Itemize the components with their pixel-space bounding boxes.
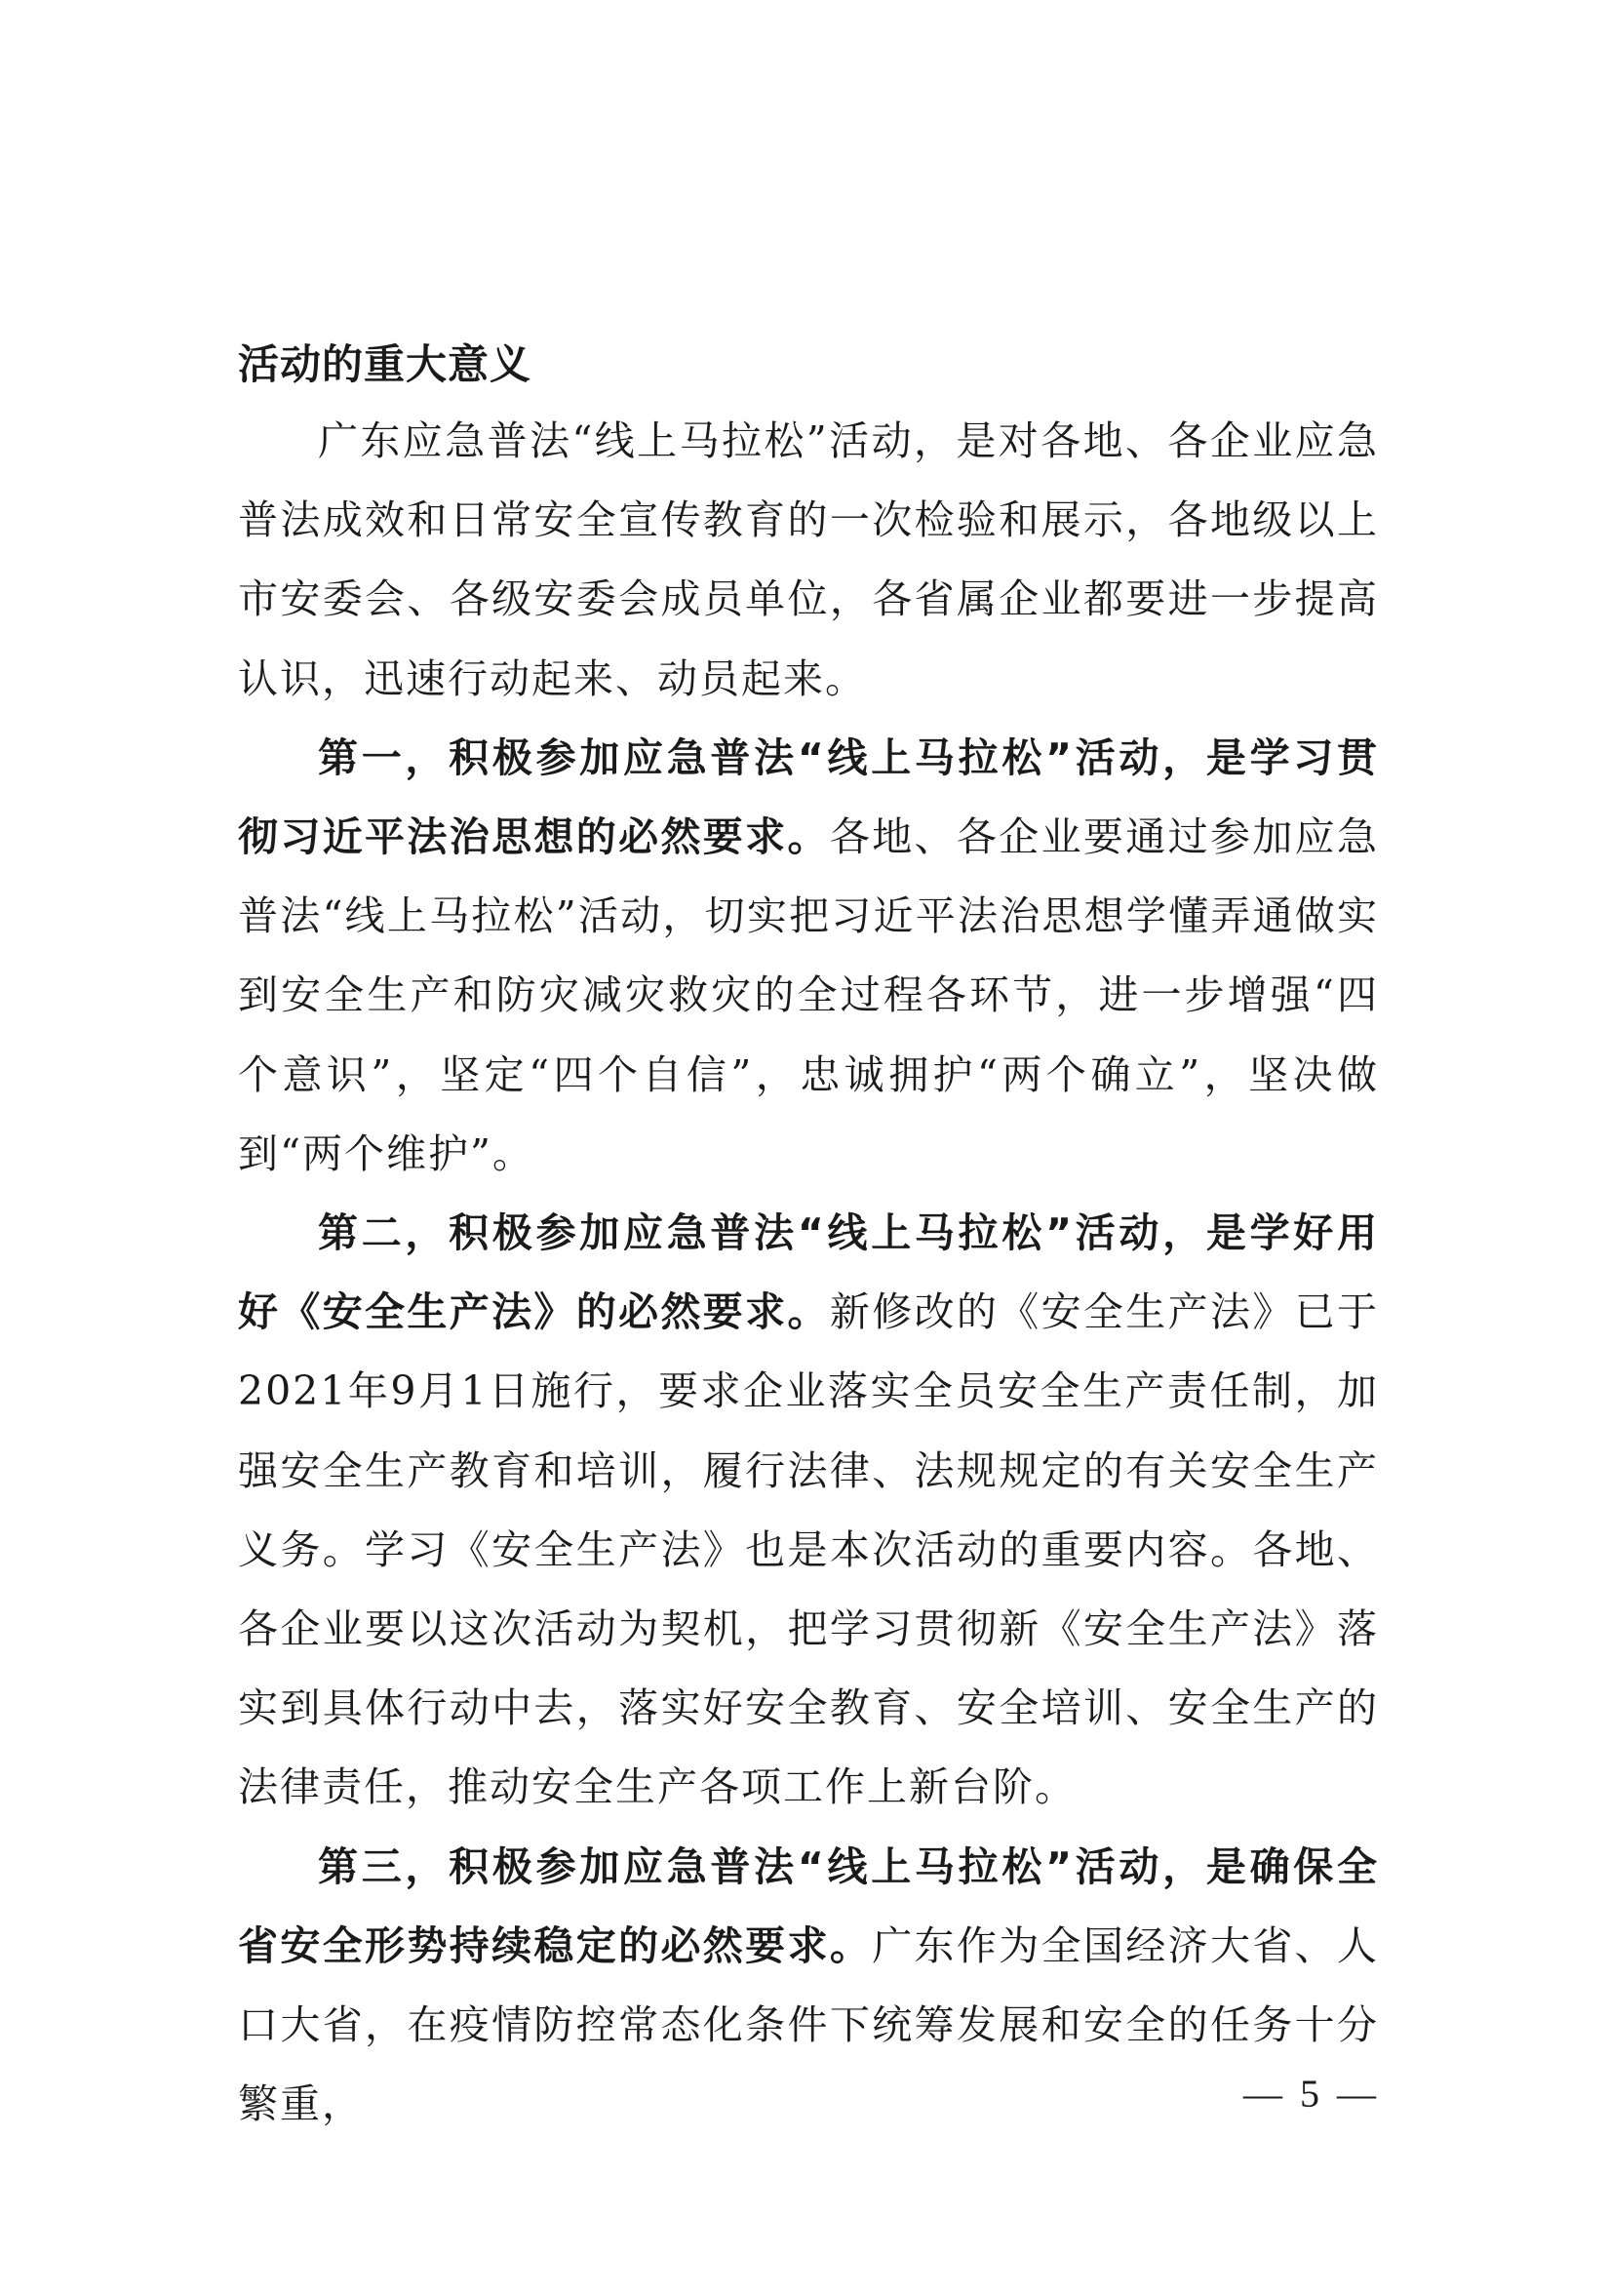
paragraph-3-text: 新修改的《安全生产法》已于2021年9月1日施行，要求企业落实全员安全生产责任制，加强安全生产教育和培训，履行法律、法规规定的有关安全生产义务。学习《安全生产法》也是本次活动的重要内容。各地、各企业要以这次活动为契机，把学习贯彻新《安全生产法》落实到具体行动中去，落实好安全教育、安全培训、安全生产的法律责任，推动安全生产各项工作上新台阶。 [238, 1288, 1380, 1811]
paragraph-1-text: 广东应急普法“线上马拉松”活动，是对各地、各企业应急普法成效和日常安全宣传教育的一次检验和展示，各地级以上市安委会、各级安委会成员单位，各省属企业都要进一步提高认识，迅速行动起来、动员起来。 [238, 417, 1379, 702]
paragraph-3 [238, 1194, 1379, 1828]
paragraph-4-text: 广东作为全国经济大省、人口大省，在疫情防控常态化条件下统筹发展和安全的任务十分繁重， [238, 1921, 1380, 2128]
paragraph-2-text: 各地、各企业要通过参加应急普法“线上马拉松”活动，切实把习近平法治思想学懂弄通做实到安全生产和防灾减灾救灾的全过程各环节，进一步增强“四个意识”，坚定“四个自信”，忠诚拥护“两个确立”，坚决做到“两个维护”。 [238, 813, 1380, 1177]
paragraph-2 [238, 719, 1379, 1194]
page-number: — 5 — [1243, 2072, 1380, 2116]
paragraph-4 [238, 1828, 1379, 2145]
paragraph-1 [238, 402, 1379, 719]
body-text [238, 402, 1379, 2144]
paragraph-3-lead: 第二，积极参加应急普法“线上马拉松”活动，是学好用好《安全生产法》的必然要求。 [238, 1209, 1379, 1336]
paragraph-4-lead: 第三，积极参加应急普法“线上马拉松”活动，是确保全省安全形势持续稳定的必然要求。 [238, 1842, 1379, 1969]
section-heading: 活动的重大意义 [238, 340, 532, 388]
paragraph-2-lead: 第一，积极参加应急普法“线上马拉松”活动，是学习贯彻习近平法治思想的必然要求。 [238, 733, 1379, 861]
